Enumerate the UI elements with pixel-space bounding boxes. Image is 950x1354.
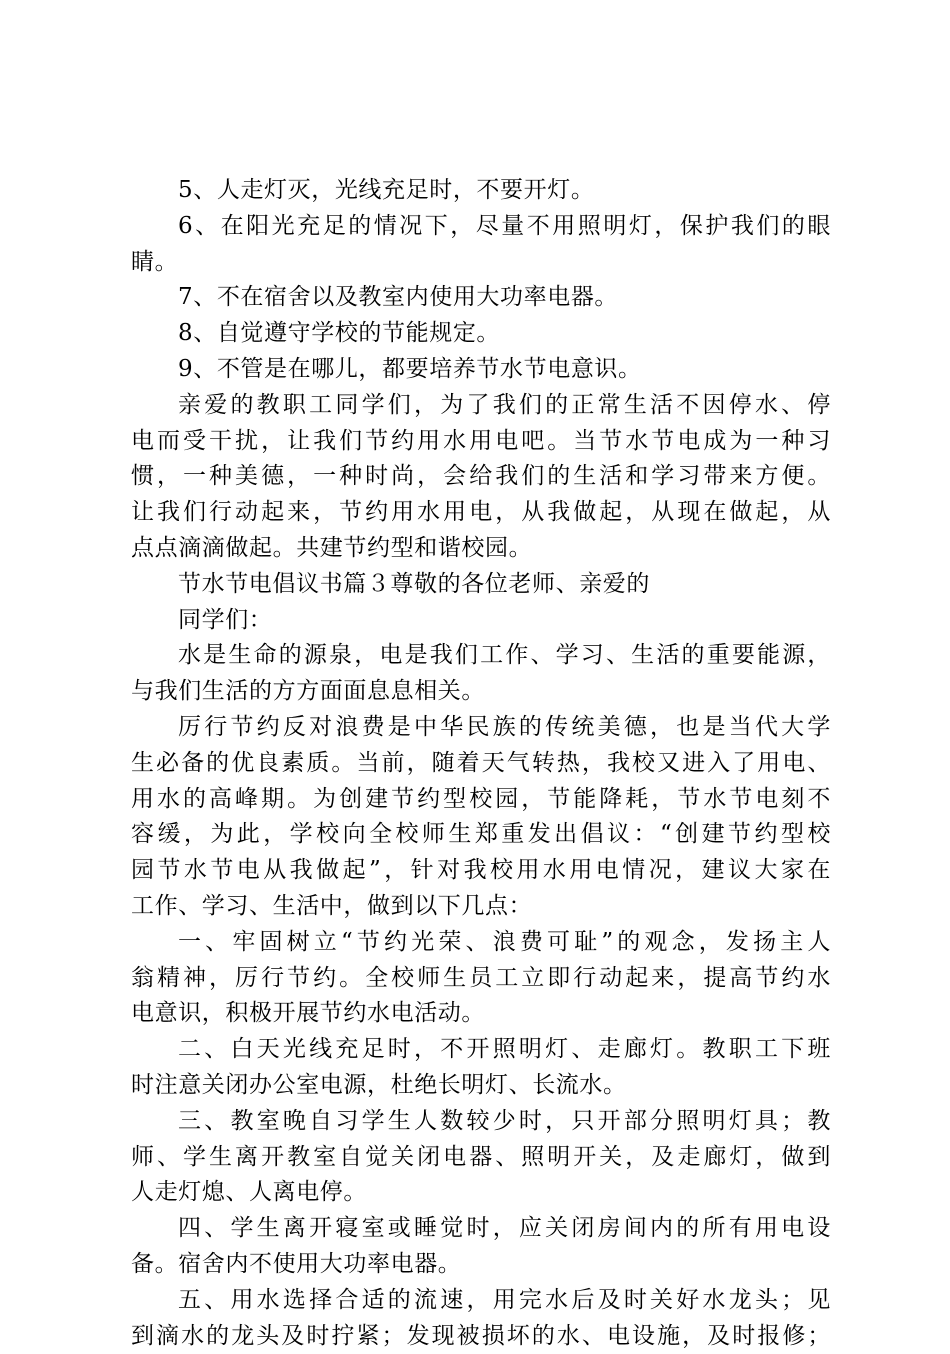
text-line: 一、牢固树立“节约光荣、浪费可耻”的观念，发扬主人	[131, 925, 831, 961]
text-line: 节水节电倡议书篇３尊敬的各位老师、亲爱的	[131, 567, 831, 603]
text-line: 备。宿舍内不使用大功率电器。	[131, 1247, 831, 1283]
text-line: 亲爱的教职工同学们，为了我们的正常生活不因停水、停	[131, 388, 831, 424]
text-line: 8、自觉遵守学校的节能规定。	[131, 316, 831, 352]
text-line: 同学们：	[131, 603, 831, 639]
text-line: 6、在阳光充足的情况下，尽量不用照明灯，保护我们的眼	[131, 209, 831, 245]
text-line: 电意识，积极开展节约水电活动。	[131, 996, 831, 1032]
text-line: 点点滴滴做起。共建节约型和谐校园。	[131, 531, 831, 567]
text-line: 电而受干扰，让我们节约用水用电吧。当节水节电成为一种习	[131, 424, 831, 460]
text-line: 7、不在宿舍以及教室内使用大功率电器。	[131, 280, 831, 316]
text-line: 与我们生活的方方面面息息相关。	[131, 674, 831, 710]
text-line: 容缓，为此，学校向全校师生郑重发出倡议：“创建节约型校	[131, 817, 831, 853]
text-line: 人走灯熄、人离电停。	[131, 1175, 831, 1211]
document-body	[131, 173, 831, 1354]
text-line: 让我们行动起来，节约用水用电，从我做起，从现在做起，从	[131, 495, 831, 531]
text-line: 到滴水的龙头及时拧紧；发现被损坏的水、电设施，及时报修；	[131, 1319, 831, 1354]
text-line: 睛。	[131, 245, 831, 281]
text-line: 用水的高峰期。为创建节约型校园，节能降耗，节水节电刻不	[131, 782, 831, 818]
text-line: 惯，一种美德，一种时尚，会给我们的生活和学习带来方便。	[131, 459, 831, 495]
text-line: 园节水节电从我做起”，针对我校用水用电情况，建议大家在	[131, 853, 831, 889]
text-line: 翁精神，厉行节约。全校师生员工立即行动起来，提高节约水	[131, 961, 831, 997]
text-line: 工作、学习、生活中，做到以下几点：	[131, 889, 831, 925]
text-line: 生必备的优良素质。当前，随着天气转热，我校又进入了用电、	[131, 746, 831, 782]
text-line: 二、白天光线充足时，不开照明灯、走廊灯。教职工下班	[131, 1032, 831, 1068]
text-line: 9、不管是在哪儿，都要培养节水节电意识。	[131, 352, 831, 388]
text-line: 水是生命的源泉，电是我们工作、学习、生活的重要能源，	[131, 638, 831, 674]
text-line: 五、用水选择合适的流速，用完水后及时关好水龙头；见	[131, 1283, 831, 1319]
text-line: 三、教室晚自习学生人数较少时，只开部分照明灯具；教	[131, 1104, 831, 1140]
text-line: 师、学生离开教室自觉关闭电器、照明开关，及走廊灯，做到	[131, 1140, 831, 1176]
text-line: 厉行节约反对浪费是中华民族的传统美德，也是当代大学	[131, 710, 831, 746]
text-line: 时注意关闭办公室电源，杜绝长明灯、长流水。	[131, 1068, 831, 1104]
text-line: 四、学生离开寝室或睡觉时，应关闭房间内的所有用电设	[131, 1211, 831, 1247]
text-line: 5、人走灯灭，光线充足时，不要开灯。	[131, 173, 831, 209]
